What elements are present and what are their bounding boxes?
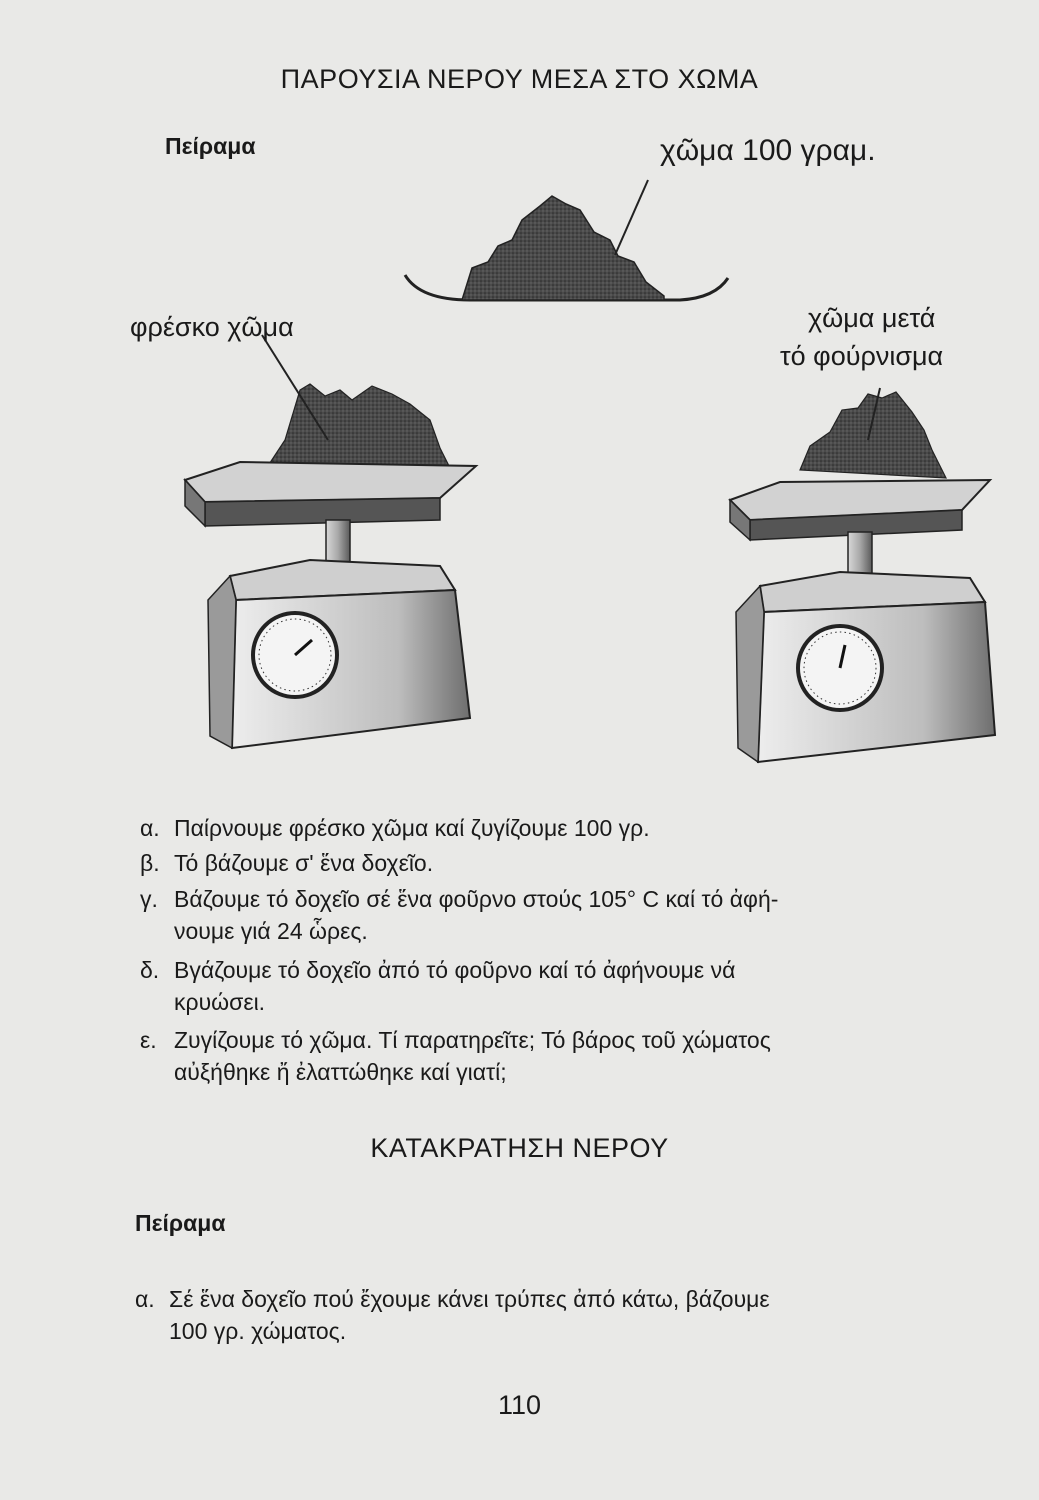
step-text-cont: νουμε γιά 24 ὧρες. [174,918,368,944]
fresh-soil-label: φρέσκο χῶμα [130,312,294,342]
step-text: Παίρνουμε φρέσκο χῶμα καί ζυγίζουμε 100 γρ. [174,815,650,841]
experiment-label-2: Πείραμα [135,1210,226,1236]
step-marker: ε. [140,1027,157,1053]
step-b [140,847,1000,879]
step-d [140,954,1000,1018]
page-number: 110 [497,1390,542,1420]
step-text-cont: 100 γρ. χώματος. [169,1318,347,1344]
step-e [140,1024,1000,1088]
step-marker: γ. [140,886,158,912]
after-oven-label-line2: τό φούρνισμα [780,341,944,371]
step-text-cont: κρυώσει. [174,989,266,1015]
soil-100g-label: χῶμα 100 γραμ. [660,134,876,167]
step-marker: β. [140,850,160,876]
after-oven-label-line1: χῶμα μετά [808,303,936,333]
experiment-label: Πείραμα [165,133,256,159]
section-heading: ΚΑΤΑΚΡΑΤΗΣΗ ΝΕΡΟΥ [370,1133,669,1163]
step-marker: α. [135,1286,155,1312]
step-text: Τό βάζουμε σ' ἕνα δοχεῖο. [174,850,434,876]
step-c [140,883,1000,947]
step-marker: α. [140,815,160,841]
step-text: Ζυγίζουμε τό χῶμα. Τί παρατηρεῖτε; Τό βάρος τοῦ χώματος [174,1027,771,1053]
step-text-cont: αὐξήθηκε ἤ ἐλαττώθηκε καί γιατί; [174,1059,507,1085]
page-heading: ΠΑΡΟΥΣΙΑ ΝΕΡΟΥ ΜΕΣΑ ΣΤΟ ΧΩΜΑ [280,64,759,94]
step-text: Σέ ἕνα δοχεῖο πού ἔχουμε κάνει τρύπες ἀπό κάτω, βάζουμε [169,1286,770,1312]
step-a [140,812,1000,844]
step-text: Βγάζουμε τό δοχεῖο ἀπό τό φοῦρνο καί τό ἀφήνουμε νά [174,957,736,983]
step-text: Βάζουμε τό δοχεῖο σέ ἕνα φοῦρνο στούς 105° C καί τό ἀφή- [174,886,779,912]
soil-dish [405,180,728,300]
right-scale [730,388,995,762]
left-scale [185,335,476,748]
step-marker: δ. [140,957,160,983]
section2-step-a [135,1283,995,1347]
